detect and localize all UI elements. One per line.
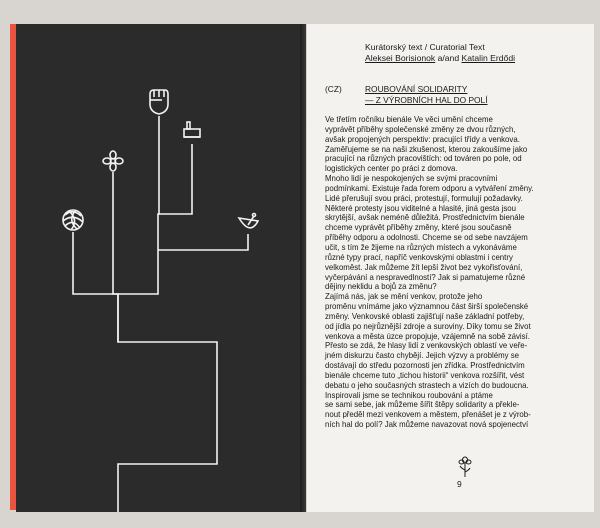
header-label: Kurátorský text / Curatorial Text (365, 42, 485, 52)
author-joiner: a/and (435, 52, 462, 63)
text-line: skrytější, avšak neméně důležitá. Prostřednictvím bienále (325, 213, 525, 223)
tree-trunk-line (73, 232, 217, 512)
text-line: vyprávět příběhy společenské změny ze dvou různých, (325, 124, 516, 134)
text-line: Přesto se zdá, že hlasy lidí z venkovských oblastí ve veře- (325, 341, 528, 351)
page-number: 9 (457, 479, 462, 489)
section-title-line: — Z VÝROBNÍCH HAL DO POLÍ (365, 94, 488, 105)
text-line: dostávají do středu pozornosti jen zřídka. Prostřednictvím (325, 361, 525, 371)
section-title-line: ROUBOVÁNÍ SOLIDARITY (365, 84, 468, 94)
book-spread (10, 24, 594, 512)
header-authors (365, 53, 515, 64)
author-name: Katalin Erdődi (461, 52, 516, 63)
text-line: proměnu vnímáme jako významnou část širší společenské (325, 302, 529, 312)
text-line: Lidé přerušují svou práci, protestují, formulují požadavky. (325, 193, 523, 203)
body-text (325, 115, 579, 430)
text-line: od jídla po nejrůznější zdroje a suroviny. Díky tomu se život (325, 321, 531, 331)
text-line: učit, s tím že žijeme na různých místech a vykonáváme (325, 242, 517, 252)
tree-branch-line (158, 144, 192, 214)
text-line: příběhy odporu a odolnosti. Chceme se od sebe navzájem (325, 233, 528, 243)
language-tag: (CZ) (325, 84, 342, 94)
text-line: různé typy prací, napříč venkovskými oblastmi i centry (325, 252, 513, 262)
text-line: venkova a města úzce propojuje, vzájemně na sobě závisí. (325, 331, 530, 341)
flower-footer-icon (458, 456, 472, 478)
text-line: logistických center po práci z domova. (325, 164, 458, 174)
yarn-icon (63, 210, 83, 230)
section-title (365, 84, 488, 105)
text-line: Inspirovali jsme se technikou roubování a ptáme (325, 390, 493, 400)
text-line: vyčerpávání a nespravedlností? Jak si pamatujeme různé (325, 272, 526, 282)
text-line: změny. Venkovské oblasti zajišťují naše základní potřeby, (325, 311, 525, 321)
satellite-dish-icon (239, 214, 258, 228)
text-line: Ve třetím ročníku bienále Ve věci umění chceme (325, 115, 493, 124)
tree-branch-line (113, 172, 118, 342)
text-line: nout předěl mezi venkovem a městem, přenášet je z výrob- (325, 410, 531, 420)
flower-icon (103, 151, 123, 171)
page-header (365, 42, 515, 63)
tree-branch-line (118, 116, 159, 294)
text-line: avšak propojených perspektiv: pracující třídy a venkova. (325, 134, 520, 144)
text-line: jném diskurzu často chybějí. Jejich výzvy a problémy se (325, 351, 519, 361)
text-line: velkoměst. Jak můžeme žít lepší život bez vykořisťování, (325, 262, 523, 272)
text-line: dějiny neklidu a bojů za změnu? (325, 282, 437, 292)
right-page-text (307, 24, 594, 512)
text-line: bienále chceme tuto „tichou historii“ venkova rozšířit, vést (325, 370, 525, 380)
branching-tree-illustration (16, 24, 307, 512)
text-line: Mnoho lidí je nespokojených se svými pracovními (325, 174, 498, 184)
text-line: Zajímá nás, jak se mění venkov, protože jeho (325, 292, 483, 302)
text-line: podmínkami. Existuje řada forem odporu a vytváření změny. (325, 183, 534, 193)
factory-icon (184, 122, 200, 137)
text-line: debatu o jeho současných strastech a vizích do budoucna. (325, 380, 529, 390)
fist-icon (150, 90, 168, 114)
text-line: se sami sebe, jak můžeme šířit štěpy solidarity a překle- (325, 400, 520, 410)
text-line: Některé protesty jsou viditelné a hlasité, jiná gesta jsou (325, 203, 516, 213)
text-line: Zaměřujeme se na naši zkušenost, kterou zakoušíme jako (325, 144, 528, 154)
tree-branch-line (158, 234, 248, 250)
text-line: ních hal do polí? Jak můžeme navazovat nová spojenectví (325, 420, 529, 430)
author-name: Aleksei Borisionok (365, 52, 436, 63)
text-line: chceme vyprávět příběhy změny, které jsou současně (325, 223, 512, 233)
text-line: pracující na různých pracovištích: od továren po pole, od (325, 154, 522, 164)
